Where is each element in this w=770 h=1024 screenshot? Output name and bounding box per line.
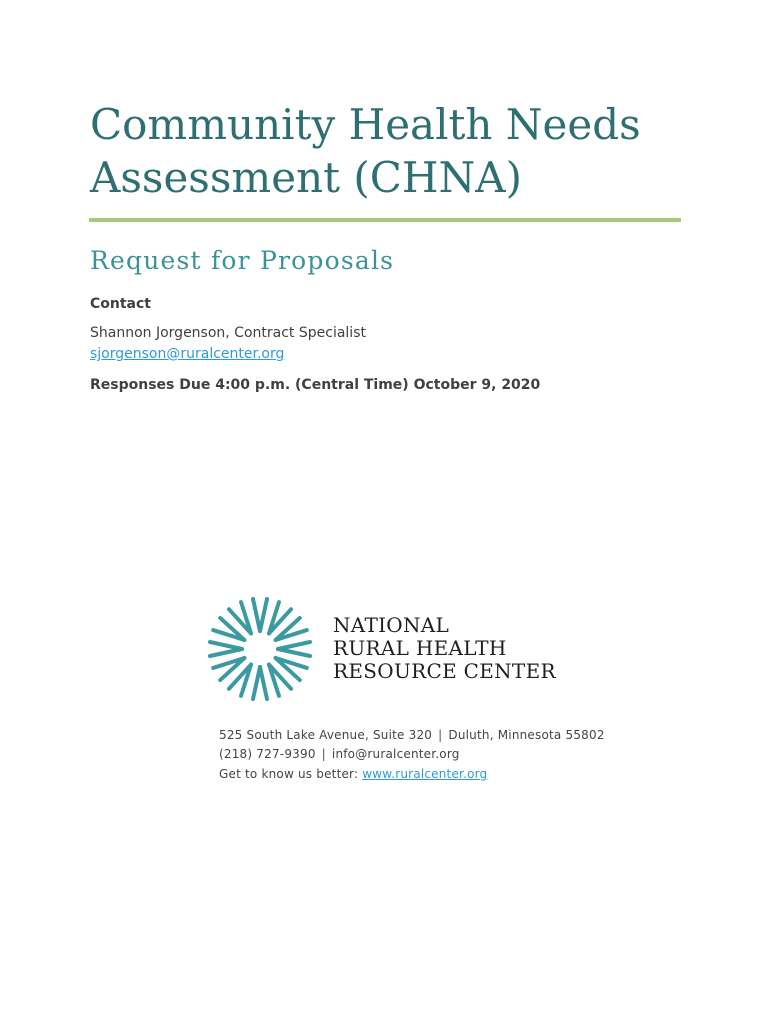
logo-stroke	[278, 642, 310, 649]
city-state-zip: Duluth, Minnesota 55802	[448, 728, 605, 742]
title-line-1: Community Health Needs	[90, 100, 641, 149]
separator: |	[438, 728, 443, 742]
contact-heading: Contact	[90, 296, 151, 312]
document-subtitle: Request for Proposals	[90, 246, 395, 275]
organization-logo-icon	[208, 597, 312, 701]
phone-number: (218) 727-9390	[219, 747, 316, 761]
website-line	[219, 767, 487, 781]
title-line-2: Assessment (CHNA)	[90, 153, 522, 202]
contact-name: Shannon Jorgenson, Contract Specialist	[90, 325, 366, 341]
organization-name-line-3: RESOURCE CENTER	[333, 659, 556, 683]
responses-due: Responses Due 4:00 p.m. (Central Time) October 9, 2020	[90, 377, 541, 393]
address-line	[219, 728, 605, 742]
contact-line	[219, 747, 460, 761]
logo-stroke	[260, 667, 267, 699]
logo-stroke	[253, 667, 260, 699]
logo-stroke	[278, 649, 310, 656]
document-title	[90, 98, 730, 204]
organization-name-line-1: NATIONAL	[333, 613, 450, 637]
logo-stroke	[210, 649, 242, 656]
website-link[interactable]: www.ruralcenter.org	[362, 767, 488, 781]
logo-stroke	[253, 599, 260, 631]
organization-name	[333, 614, 556, 683]
organization-name-line-2: RURAL HEALTH	[333, 636, 507, 660]
title-divider	[89, 218, 681, 222]
separator: |	[321, 747, 326, 761]
logo-stroke	[260, 599, 267, 631]
street-address: 525 South Lake Avenue, Suite 320	[219, 728, 433, 742]
website-prefix: Get to know us better:	[219, 767, 359, 781]
organization-email: info@ruralcenter.org	[331, 747, 460, 761]
logo-stroke	[210, 642, 242, 649]
contact-email-link[interactable]: sjorgenson@ruralcenter.org	[90, 346, 285, 362]
